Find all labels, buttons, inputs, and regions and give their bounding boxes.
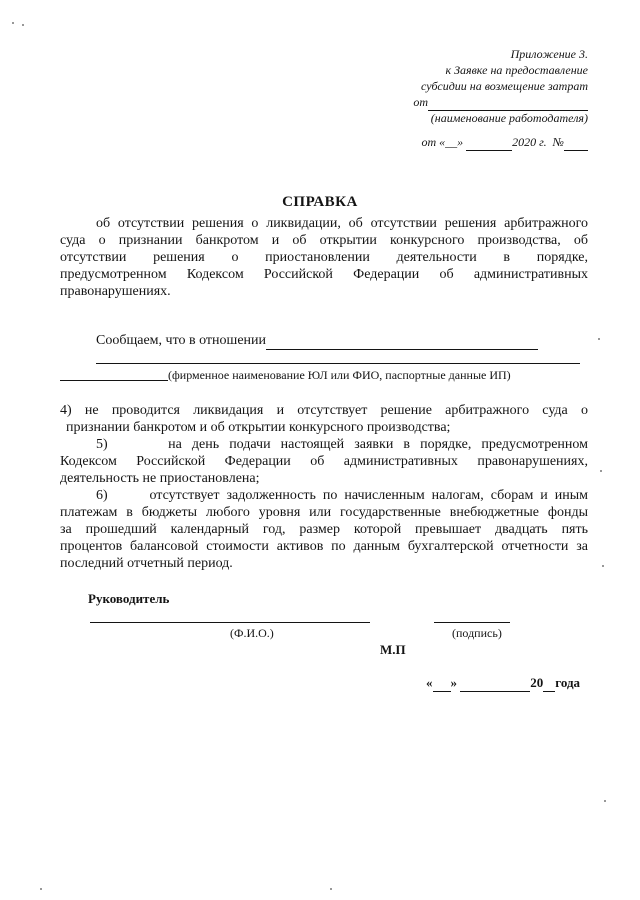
scan-speck — [598, 338, 600, 340]
scan-speck — [602, 565, 604, 567]
item-6-line: последний отчетный период. — [60, 556, 233, 571]
date-open-quote: « — [426, 675, 433, 690]
employer-name-blank — [428, 94, 588, 111]
annex-number-label: № — [552, 135, 564, 149]
annex-line-3: субсидии на возмещение затрат — [420, 79, 588, 93]
fio-blank — [90, 622, 370, 623]
date-year-blank — [543, 675, 555, 692]
annex-line-6 — [421, 134, 588, 151]
report-prefix: Сообщаем, что в отношении — [96, 333, 267, 348]
item-4 — [60, 402, 588, 436]
item-5-number: 5) — [96, 437, 108, 452]
annex-date-label: от «__» — [421, 135, 464, 149]
item-4-line: 4) не проводится ликвидация и отсутствует решение арбитражного суда о — [60, 403, 588, 418]
date-month-blank — [460, 675, 530, 692]
item-5-line — [60, 436, 588, 453]
annex-from-label: от — [413, 95, 428, 109]
annex-line-4 — [413, 94, 588, 111]
intro-line: суда о признании банкротом и об открытии конкурсного производства, об — [60, 233, 588, 248]
date-suffix: года — [555, 675, 581, 690]
scan-speck — [12, 22, 14, 24]
fio-caption: (Ф.И.О.) — [230, 626, 274, 640]
item-6-number: 6) — [96, 488, 108, 503]
intro-line: предусмотренном Кодексом Российской Федерации об административных — [60, 267, 588, 282]
annex-date-blank — [466, 134, 512, 151]
annex-year: 2020 г. — [512, 135, 547, 149]
scan-speck — [22, 24, 24, 26]
item-6-line: платежам в бюджеты любого уровня или государственные внебюджетные фонды — [60, 505, 588, 520]
annex-line-2: к Заявке на предоставление — [445, 63, 588, 77]
intro-line: правонарушениях. — [60, 284, 171, 299]
scan-speck — [604, 800, 606, 802]
entity-name-blank-3 — [60, 380, 168, 381]
date-line — [426, 675, 580, 692]
item-6 — [60, 487, 588, 572]
annex-line-1: Приложение 3. — [510, 47, 588, 61]
annex-line-5: (наименование работодателя) — [430, 111, 588, 125]
report-line — [96, 333, 538, 350]
item-5-text: на день подачи настоящей заявки в порядке, предусмотренном — [168, 437, 589, 452]
date-close-quote: » — [450, 675, 457, 690]
scan-speck — [600, 470, 602, 472]
intro-paragraph — [60, 215, 588, 300]
item-5-line: Кодексом Российской Федерации об административных правонарушениях, — [60, 454, 588, 469]
item-5 — [60, 436, 588, 487]
signature-caption: (подпись) — [452, 626, 502, 640]
signature-blank — [434, 622, 510, 623]
intro-line: отсутствии решения о приостановлении деятельности в порядке, — [60, 250, 588, 265]
date-year-prefix: 20 — [530, 675, 544, 690]
item-6-text: отсутствует задолженность по начисленным налогам, сборам и иным — [149, 488, 589, 503]
item-4-line: признании банкротом и об открытии конкурсного производства; — [66, 420, 451, 435]
intro-line: об отсутствии решения о ликвидации, об отсутствии решения арбитражного — [96, 216, 588, 231]
item-6-line — [60, 487, 588, 504]
document-title: СПРАВКА — [282, 194, 358, 210]
item-6-line: процентов балансовой стоимости активов по данным бухгалтерской отчетности за — [60, 539, 588, 554]
item-6-line: за прошедший календарный год, размер которой превышает двадцать пять — [60, 522, 588, 537]
item-5-line: деятельность не приостановлена; — [60, 471, 260, 486]
signature-head: Руководитель — [88, 591, 170, 606]
entity-caption: (фирменное наименование ЮЛ или ФИО, паспортные данные ИП) — [168, 368, 511, 382]
date-day-blank — [433, 675, 451, 692]
stamp-placeholder: М.П — [380, 642, 406, 657]
scan-speck — [330, 888, 332, 890]
entity-name-blank — [266, 333, 538, 350]
annex-number-blank — [564, 134, 588, 151]
scan-speck — [40, 888, 42, 890]
entity-name-blank-2 — [96, 363, 580, 364]
